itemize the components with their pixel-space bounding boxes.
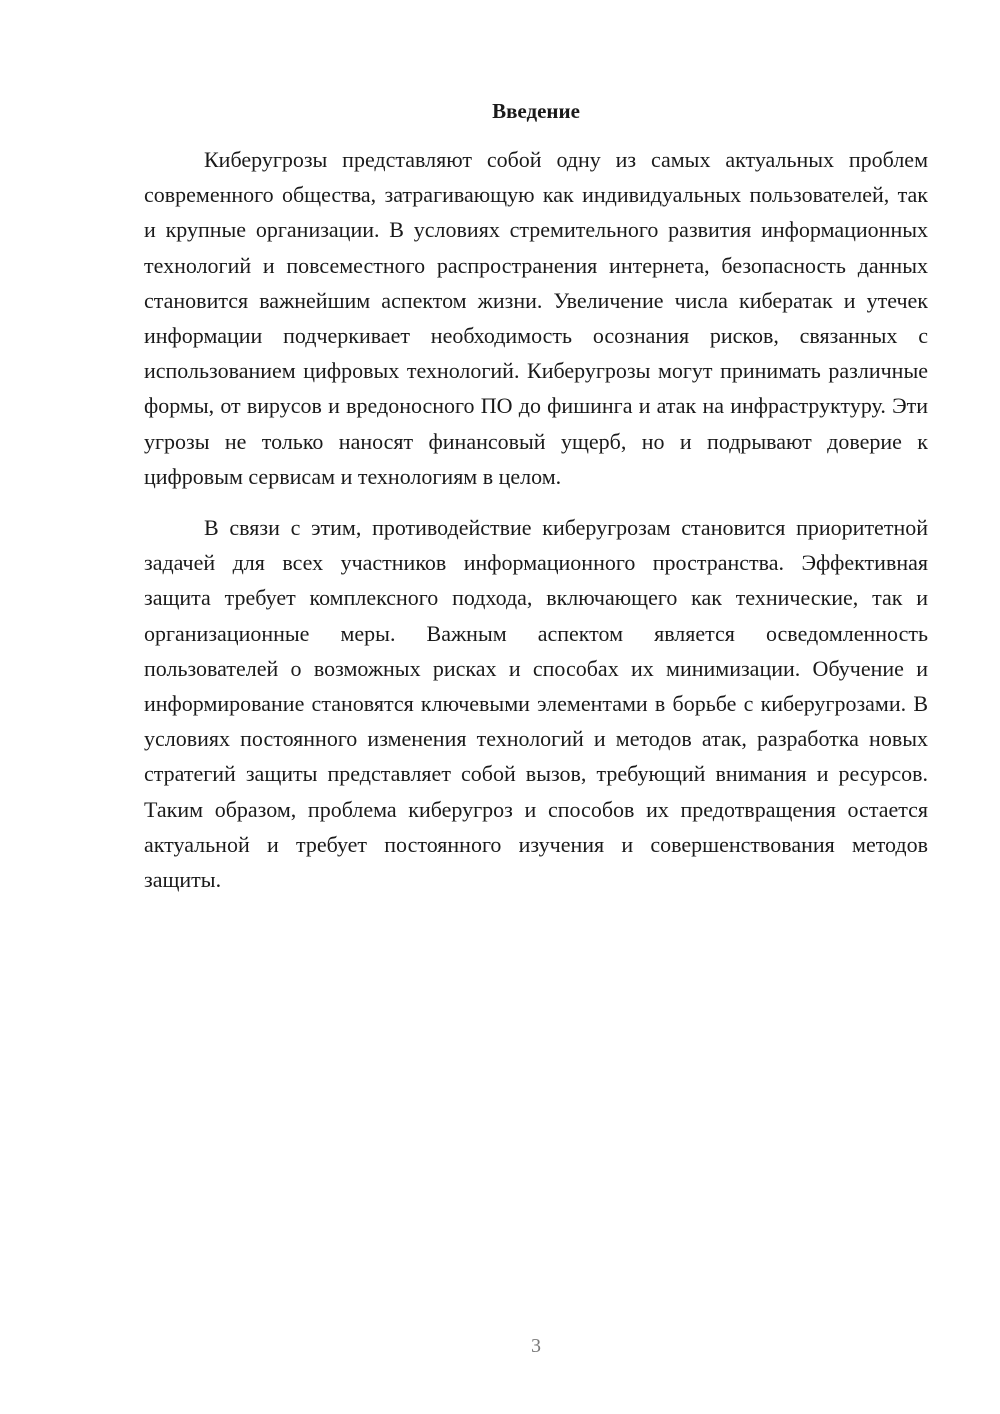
section-heading: Введение: [492, 99, 580, 123]
paragraph-2: В связи с этим, противодействие киберугрозам становится приоритетной задачей для всех участников информационного пространства. Эффективная защита требует комплексного подхода, включающего как технические, так и организационные меры. Важным аспектом является осведомленность пользователей о возможных рисках и способах их минимизации. Обучение и информирование становятся ключевыми элементами в борьбе с киберугрозами. В условиях постоянного изменения технологий и методов атак, разработка новых стратегий защиты представляет собой вызов, требующий внимания и ресурсов. Таким образом, проблема киберугроз и способов их предотвращения остается актуальной и требует постоянного изучения и совершенствования методов защиты.: [144, 515, 928, 893]
page-number: 3: [531, 1335, 541, 1357]
paragraph-1: Киберугрозы представляют собой одну из самых актуальных проблем современного общества, затрагивающую как индивидуальных пользователей, так и крупные организации. В условиях стремительного развития информационных технологий и повсеместного распространения интернета, безопасность данных становится важнейшим аспектом жизни. Увеличение числа кибератак и утечек информации подчеркивает необходимость осознания рисков, связанных с использованием цифровых технологий. Киберугрозы могут принимать различные формы, от вирусов и вредоносного ПО до фишинга и атак на инфраструктуру. Эти угрозы не только наносят финансовый ущерб, но и подрывают доверие к цифровым сервисам и технологиям в целом.: [144, 147, 928, 489]
body-text: [144, 142, 928, 897]
